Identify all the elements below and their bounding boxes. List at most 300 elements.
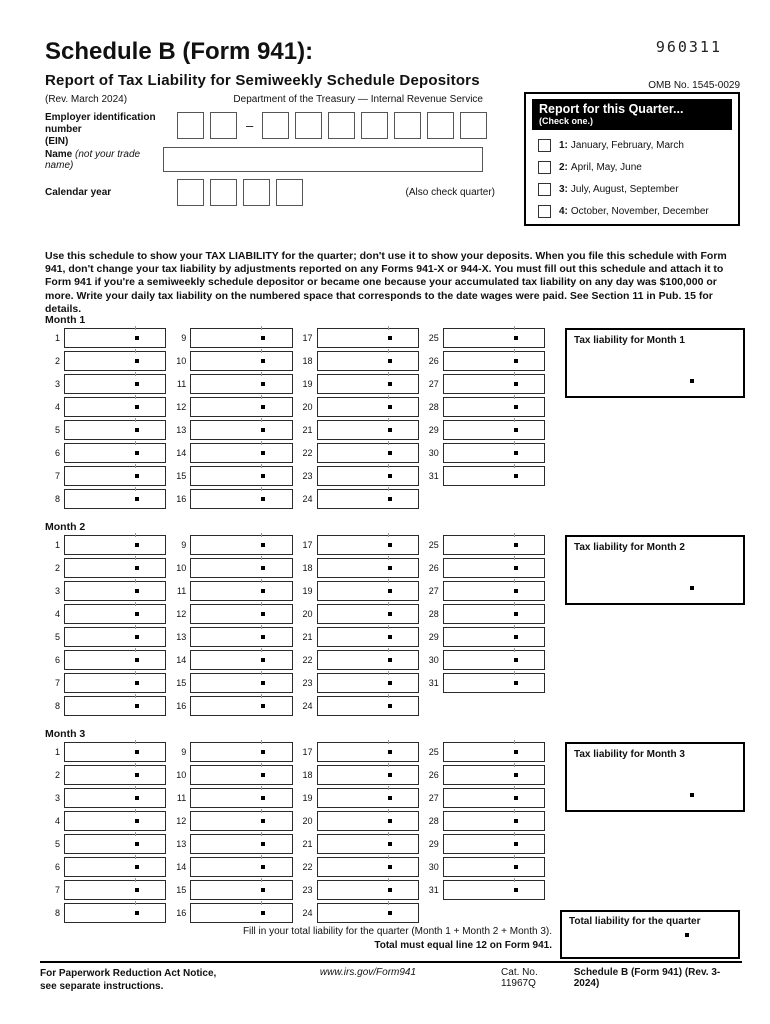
day-number: 11 <box>176 793 187 803</box>
month-section-2 <box>45 521 745 719</box>
month2-day15-liability-input[interactable] <box>190 673 292 693</box>
day-cell-4 <box>45 811 166 831</box>
total-liability-box[interactable] <box>560 910 740 959</box>
day-number: 20 <box>302 402 313 412</box>
day-column <box>424 742 545 926</box>
month3-day1-liability-input[interactable] <box>64 742 166 762</box>
quarter-checkbox-4[interactable] <box>538 205 551 218</box>
footer-divider <box>40 961 742 963</box>
month2-day18-liability-input[interactable] <box>317 558 419 578</box>
month3-day27-liability-input[interactable] <box>443 788 545 808</box>
day-number: 21 <box>302 632 313 642</box>
month2-day4-liability-input[interactable] <box>64 604 166 624</box>
month3-day5-liability-input[interactable] <box>64 834 166 854</box>
month1-day16-liability-input[interactable] <box>190 489 292 509</box>
quarter-box-header <box>532 99 732 130</box>
decimal-point-marker <box>388 658 392 662</box>
day-number: 8 <box>54 701 60 711</box>
day-number: 16 <box>176 494 187 504</box>
month3-day21-liability-input[interactable] <box>317 834 419 854</box>
decimal-point-marker <box>261 405 265 409</box>
month1-day7-liability-input[interactable] <box>64 466 166 486</box>
ein-digit-box-1[interactable] <box>177 112 204 139</box>
ein-digit-box-6[interactable] <box>361 112 388 139</box>
decimal-point-marker <box>261 589 265 593</box>
month3-day12-liability-input[interactable] <box>190 811 292 831</box>
month3-day20-liability-input[interactable] <box>317 811 419 831</box>
calendar-year-digit-box-3[interactable] <box>243 179 270 206</box>
month1-day30-liability-input[interactable] <box>443 443 545 463</box>
day-number: 10 <box>176 563 187 573</box>
month3-day3-liability-input[interactable] <box>64 788 166 808</box>
day-number: 8 <box>54 494 60 504</box>
decimal-point-marker <box>135 819 139 823</box>
decimal-point-marker <box>514 750 518 754</box>
ein-digit-box-3[interactable] <box>262 112 289 139</box>
month1-day28-liability-input[interactable] <box>443 397 545 417</box>
decimal-point-marker <box>388 497 392 501</box>
day-number: 13 <box>176 632 187 642</box>
month2-day30-liability-input[interactable] <box>443 650 545 670</box>
day-number: 18 <box>302 563 313 573</box>
month3-day28-liability-input[interactable] <box>443 811 545 831</box>
decimal-point-marker <box>388 865 392 869</box>
month2-day3-liability-input[interactable] <box>64 581 166 601</box>
decimal-point-marker <box>261 497 265 501</box>
decimal-point-marker <box>261 773 265 777</box>
day-cell-11 <box>171 374 292 394</box>
decimal-point-marker <box>514 566 518 570</box>
day-number: 2 <box>54 563 60 573</box>
day-cell-20 <box>298 811 419 831</box>
day-cell-16 <box>171 489 292 509</box>
month2-day31-liability-input[interactable] <box>443 673 545 693</box>
day-cell-12 <box>171 811 292 831</box>
day-cell-22 <box>298 857 419 877</box>
day-cell-30 <box>424 857 545 877</box>
quarter-option-label: July, August, September <box>570 184 679 195</box>
day-cell-17 <box>298 535 419 555</box>
calendar-year-boxes <box>177 179 309 206</box>
day-cell-4 <box>45 604 166 624</box>
name-row <box>45 147 483 172</box>
day-number: 16 <box>176 701 187 711</box>
day-column <box>424 535 545 719</box>
day-cell-14 <box>171 857 292 877</box>
month2-day5-liability-input[interactable] <box>64 627 166 647</box>
decimal-point-marker <box>135 865 139 869</box>
ein-digit-box-8[interactable] <box>427 112 454 139</box>
month2-day12-liability-input[interactable] <box>190 604 292 624</box>
month1-day29-liability-input[interactable] <box>443 420 545 440</box>
day-number: 29 <box>428 839 439 849</box>
day-cell-6 <box>45 857 166 877</box>
day-cell-1 <box>45 328 166 348</box>
month2-day11-liability-input[interactable] <box>190 581 292 601</box>
month1-day4-liability-input[interactable] <box>64 397 166 417</box>
month3-day11-liability-input[interactable] <box>190 788 292 808</box>
quarter-option-label: January, February, March <box>570 140 684 151</box>
decimal-point-marker <box>261 888 265 892</box>
decimal-point-marker <box>514 658 518 662</box>
month1-day14-liability-input[interactable] <box>190 443 292 463</box>
month2-day9-liability-input[interactable] <box>190 535 292 555</box>
month3-day18-liability-input[interactable] <box>317 765 419 785</box>
day-cell-12 <box>171 397 292 417</box>
decimal-point-marker <box>135 451 139 455</box>
decimal-point-marker <box>514 428 518 432</box>
day-cell-8 <box>45 903 166 923</box>
month3-day2-liability-input[interactable] <box>64 765 166 785</box>
month2-day27-liability-input[interactable] <box>443 581 545 601</box>
month3-day10-liability-input[interactable] <box>190 765 292 785</box>
decimal-point-marker <box>135 474 139 478</box>
quarter-checkbox-1[interactable] <box>538 139 551 152</box>
month1-day15-liability-input[interactable] <box>190 466 292 486</box>
day-number: 4 <box>54 816 60 826</box>
day-cell-19 <box>298 581 419 601</box>
day-number: 19 <box>302 793 313 803</box>
day-number: 1 <box>54 333 60 343</box>
month1-day1-liability-input[interactable] <box>64 328 166 348</box>
month2-day10-liability-input[interactable] <box>190 558 292 578</box>
ein-digit-box-5[interactable] <box>328 112 355 139</box>
day-number: 12 <box>176 816 187 826</box>
catalog-number: Cat. No. 11967Q <box>501 967 538 989</box>
decimal-point-marker <box>514 635 518 639</box>
month3-day14-liability-input[interactable] <box>190 857 292 877</box>
day-number: 23 <box>302 885 313 895</box>
day-number: 31 <box>428 885 439 895</box>
decimal-point-marker <box>135 589 139 593</box>
total-note-line1: Fill in your total liability for the quarter (Month 1 + Month 2 + Month 3). <box>242 926 552 937</box>
month3-day23-liability-input[interactable] <box>317 880 419 900</box>
day-cell-3 <box>45 581 166 601</box>
day-number: 27 <box>428 793 439 803</box>
month3-day24-liability-input[interactable] <box>317 903 419 923</box>
month1-day23-liability-input[interactable] <box>317 466 419 486</box>
name-label: Name (not your trade name) <box>45 148 141 171</box>
decimal-point-marker <box>261 681 265 685</box>
decimal-point-marker <box>388 796 392 800</box>
day-number: 3 <box>54 586 60 596</box>
month1-day6-liability-input[interactable] <box>64 443 166 463</box>
quarter-checkbox-2[interactable] <box>538 161 551 174</box>
month3-day31-liability-input[interactable] <box>443 880 545 900</box>
form-instructions: Use this schedule to show your TAX LIABILITY for the quarter; don't use it to show your deposits. When you file this schedule with Form 941, don't change your tax liability by adjustments reported on any Forms 941-X or 944-X. You must fill out this schedule and attach it to Form 941 if you're a semiweekly schedule depositor or became one because your accumulated tax liability on any day was $100,000 or more. Write your daily tax liability on the numbered space that corresponds to the date wages were paid. See Section 11 in Pub. 15 for details. <box>45 250 727 315</box>
day-cell-20 <box>298 604 419 624</box>
day-number: 23 <box>302 471 313 481</box>
day-number: 17 <box>302 747 313 757</box>
ein-digit-box-4[interactable] <box>295 112 322 139</box>
quarter-box-subtitle: (Check one.) <box>539 116 594 126</box>
day-number: 5 <box>54 632 60 642</box>
quarter-option-4[interactable] <box>532 205 732 218</box>
decimal-point-marker <box>261 658 265 662</box>
month3-day17-liability-input[interactable] <box>317 742 419 762</box>
month2-day23-liability-input[interactable] <box>317 673 419 693</box>
day-number: 14 <box>176 448 187 458</box>
day-grid-month-2 <box>45 535 545 719</box>
day-cell-30 <box>424 443 545 463</box>
month1-day27-liability-input[interactable] <box>443 374 545 394</box>
decimal-point-marker <box>514 405 518 409</box>
decimal-point-marker <box>388 589 392 593</box>
month3-day19-liability-input[interactable] <box>317 788 419 808</box>
day-cell-9 <box>171 742 292 762</box>
day-number: 13 <box>176 839 187 849</box>
ein-row <box>45 112 495 148</box>
day-cell-23 <box>298 673 419 693</box>
decimal-point-marker <box>514 589 518 593</box>
decimal-point-marker <box>135 497 139 501</box>
decimal-point-marker <box>685 933 689 937</box>
day-cell-31 <box>424 466 545 486</box>
day-cell-19 <box>298 374 419 394</box>
month3-day25-liability-input[interactable] <box>443 742 545 762</box>
month2-day25-liability-input[interactable] <box>443 535 545 555</box>
decimal-point-marker <box>261 336 265 340</box>
decimal-point-marker <box>388 451 392 455</box>
decimal-point-marker <box>135 382 139 386</box>
month2-day26-liability-input[interactable] <box>443 558 545 578</box>
month1-day26-liability-input[interactable] <box>443 351 545 371</box>
decimal-point-marker <box>388 336 392 340</box>
day-number: 30 <box>428 862 439 872</box>
month1-day2-liability-input[interactable] <box>64 351 166 371</box>
day-cell-25 <box>424 328 545 348</box>
revision-row <box>45 94 483 105</box>
month-body-3 <box>45 742 745 926</box>
month3-day9-liability-input[interactable] <box>190 742 292 762</box>
day-cell-7 <box>45 673 166 693</box>
month3-day13-liability-input[interactable] <box>190 834 292 854</box>
day-number: 6 <box>54 862 60 872</box>
calendar-year-digit-box-4[interactable] <box>276 179 303 206</box>
tax-liability-box-month-2[interactable] <box>565 535 745 605</box>
day-cell-17 <box>298 328 419 348</box>
day-cell-24 <box>298 696 419 716</box>
ein-input-boxes <box>177 112 493 139</box>
month3-day15-liability-input[interactable] <box>190 880 292 900</box>
day-cell-28 <box>424 397 545 417</box>
month2-day22-liability-input[interactable] <box>317 650 419 670</box>
decimal-point-marker <box>261 612 265 616</box>
month1-day24-liability-input[interactable] <box>317 489 419 509</box>
decimal-point-marker <box>514 451 518 455</box>
monthly-liability-grids <box>45 314 745 935</box>
day-cell-18 <box>298 351 419 371</box>
month3-day6-liability-input[interactable] <box>64 857 166 877</box>
decimal-point-marker <box>388 773 392 777</box>
quarter-selection-box <box>524 92 740 226</box>
day-cell-13 <box>171 834 292 854</box>
tax-liability-box-month-1[interactable] <box>565 328 745 398</box>
day-grid-month-3 <box>45 742 545 926</box>
month2-day24-liability-input[interactable] <box>317 696 419 716</box>
day-number: 31 <box>428 471 439 481</box>
month3-day4-liability-input[interactable] <box>64 811 166 831</box>
day-number: 26 <box>428 770 439 780</box>
decimal-point-marker <box>388 566 392 570</box>
irs-url: www.irs.gov/Form941 <box>319 967 417 978</box>
quarter-option-3[interactable] <box>532 183 732 196</box>
total-note-line2: Total must equal line 12 on Form 941. <box>374 939 552 951</box>
decimal-point-marker <box>135 658 139 662</box>
month1-day18-liability-input[interactable] <box>317 351 419 371</box>
quarter-checkbox-3[interactable] <box>538 183 551 196</box>
decimal-point-marker <box>261 704 265 708</box>
quarter-option-number: 4: <box>559 206 568 217</box>
decimal-point-marker <box>135 842 139 846</box>
day-cell-10 <box>171 351 292 371</box>
month-section-1 <box>45 314 745 512</box>
month2-day14-liability-input[interactable] <box>190 650 292 670</box>
month2-day2-liability-input[interactable] <box>64 558 166 578</box>
day-column <box>298 328 419 512</box>
calendar-year-digit-box-1[interactable] <box>177 179 204 206</box>
quarter-option-1[interactable] <box>532 139 732 152</box>
day-cell-26 <box>424 351 545 371</box>
day-number: 31 <box>428 678 439 688</box>
footer <box>40 967 742 993</box>
day-cell-18 <box>298 558 419 578</box>
month1-day5-liability-input[interactable] <box>64 420 166 440</box>
ein-digit-box-2[interactable] <box>210 112 237 139</box>
month3-day8-liability-input[interactable] <box>64 903 166 923</box>
day-cell-19 <box>298 788 419 808</box>
omb-number: OMB No. 1545-0029 <box>648 80 740 91</box>
month3-day30-liability-input[interactable] <box>443 857 545 877</box>
month1-day12-liability-input[interactable] <box>190 397 292 417</box>
decimal-point-marker <box>261 819 265 823</box>
day-number: 17 <box>302 333 313 343</box>
day-cell-15 <box>171 880 292 900</box>
tax-liability-box-month-3[interactable] <box>565 742 745 812</box>
month1-day31-liability-input[interactable] <box>443 466 545 486</box>
day-cell-15 <box>171 466 292 486</box>
decimal-point-marker <box>388 704 392 708</box>
decimal-point-marker <box>388 819 392 823</box>
day-cell-5 <box>45 420 166 440</box>
month1-day17-liability-input[interactable] <box>317 328 419 348</box>
month3-day7-liability-input[interactable] <box>64 880 166 900</box>
day-cell-13 <box>171 420 292 440</box>
month3-day29-liability-input[interactable] <box>443 834 545 854</box>
calendar-year-digit-box-2[interactable] <box>210 179 237 206</box>
day-cell-30 <box>424 650 545 670</box>
day-number: 23 <box>302 678 313 688</box>
decimal-point-marker <box>135 773 139 777</box>
month1-day19-liability-input[interactable] <box>317 374 419 394</box>
decimal-point-marker <box>135 336 139 340</box>
month1-day25-liability-input[interactable] <box>443 328 545 348</box>
quarter-option-label: April, May, June <box>570 162 642 173</box>
day-number: 26 <box>428 356 439 366</box>
month2-day1-liability-input[interactable] <box>64 535 166 555</box>
day-number: 18 <box>302 770 313 780</box>
day-column <box>424 328 545 512</box>
name-input[interactable] <box>163 147 483 172</box>
month1-day9-liability-input[interactable] <box>190 328 292 348</box>
month1-day22-liability-input[interactable] <box>317 443 419 463</box>
decimal-point-marker <box>690 793 694 797</box>
month1-day13-liability-input[interactable] <box>190 420 292 440</box>
ein-digit-box-9[interactable] <box>460 112 487 139</box>
quarter-option-number: 2: <box>559 162 568 173</box>
day-cell-6 <box>45 650 166 670</box>
month2-day13-liability-input[interactable] <box>190 627 292 647</box>
month1-day21-liability-input[interactable] <box>317 420 419 440</box>
month2-day6-liability-input[interactable] <box>64 650 166 670</box>
month1-day10-liability-input[interactable] <box>190 351 292 371</box>
day-number: 26 <box>428 563 439 573</box>
month1-day11-liability-input[interactable] <box>190 374 292 394</box>
decimal-point-marker <box>514 474 518 478</box>
day-cell-24 <box>298 489 419 509</box>
decimal-point-marker <box>514 865 518 869</box>
calendar-year-row <box>45 179 495 206</box>
month2-day21-liability-input[interactable] <box>317 627 419 647</box>
calendar-year-label: Calendar year <box>45 186 112 198</box>
day-cell-23 <box>298 466 419 486</box>
day-cell-6 <box>45 443 166 463</box>
month1-day3-liability-input[interactable] <box>64 374 166 394</box>
month1-day20-liability-input[interactable] <box>317 397 419 417</box>
day-cell-25 <box>424 742 545 762</box>
day-grid-month-1 <box>45 328 545 512</box>
day-cell-29 <box>424 834 545 854</box>
day-number: 6 <box>54 448 60 458</box>
day-cell-17 <box>298 742 419 762</box>
month2-day20-liability-input[interactable] <box>317 604 419 624</box>
day-number: 24 <box>302 908 313 918</box>
day-number: 7 <box>54 678 60 688</box>
day-cell-5 <box>45 627 166 647</box>
day-column <box>45 742 166 926</box>
month1-day8-liability-input[interactable] <box>64 489 166 509</box>
day-cell-8 <box>45 696 166 716</box>
day-cell-23 <box>298 880 419 900</box>
month2-day29-liability-input[interactable] <box>443 627 545 647</box>
month-section-3 <box>45 728 745 926</box>
month2-day16-liability-input[interactable] <box>190 696 292 716</box>
day-number: 12 <box>176 402 187 412</box>
day-column <box>45 328 166 512</box>
decimal-point-marker <box>261 382 265 386</box>
ein-digit-box-7[interactable] <box>394 112 421 139</box>
month3-day22-liability-input[interactable] <box>317 857 419 877</box>
month2-day8-liability-input[interactable] <box>64 696 166 716</box>
month3-day26-liability-input[interactable] <box>443 765 545 785</box>
month2-day17-liability-input[interactable] <box>317 535 419 555</box>
quarter-option-2[interactable] <box>532 161 732 174</box>
day-cell-29 <box>424 627 545 647</box>
month3-day16-liability-input[interactable] <box>190 903 292 923</box>
day-number: 4 <box>54 609 60 619</box>
decimal-point-marker <box>388 405 392 409</box>
month2-day19-liability-input[interactable] <box>317 581 419 601</box>
month-body-2 <box>45 535 745 719</box>
day-cell-26 <box>424 765 545 785</box>
month2-day28-liability-input[interactable] <box>443 604 545 624</box>
ein-label: Employer identification number (EIN) <box>45 112 156 147</box>
month2-day7-liability-input[interactable] <box>64 673 166 693</box>
day-number: 28 <box>428 609 439 619</box>
day-cell-15 <box>171 673 292 693</box>
day-number: 20 <box>302 609 313 619</box>
quarter-box-title: Report for this Quarter... <box>539 102 684 116</box>
